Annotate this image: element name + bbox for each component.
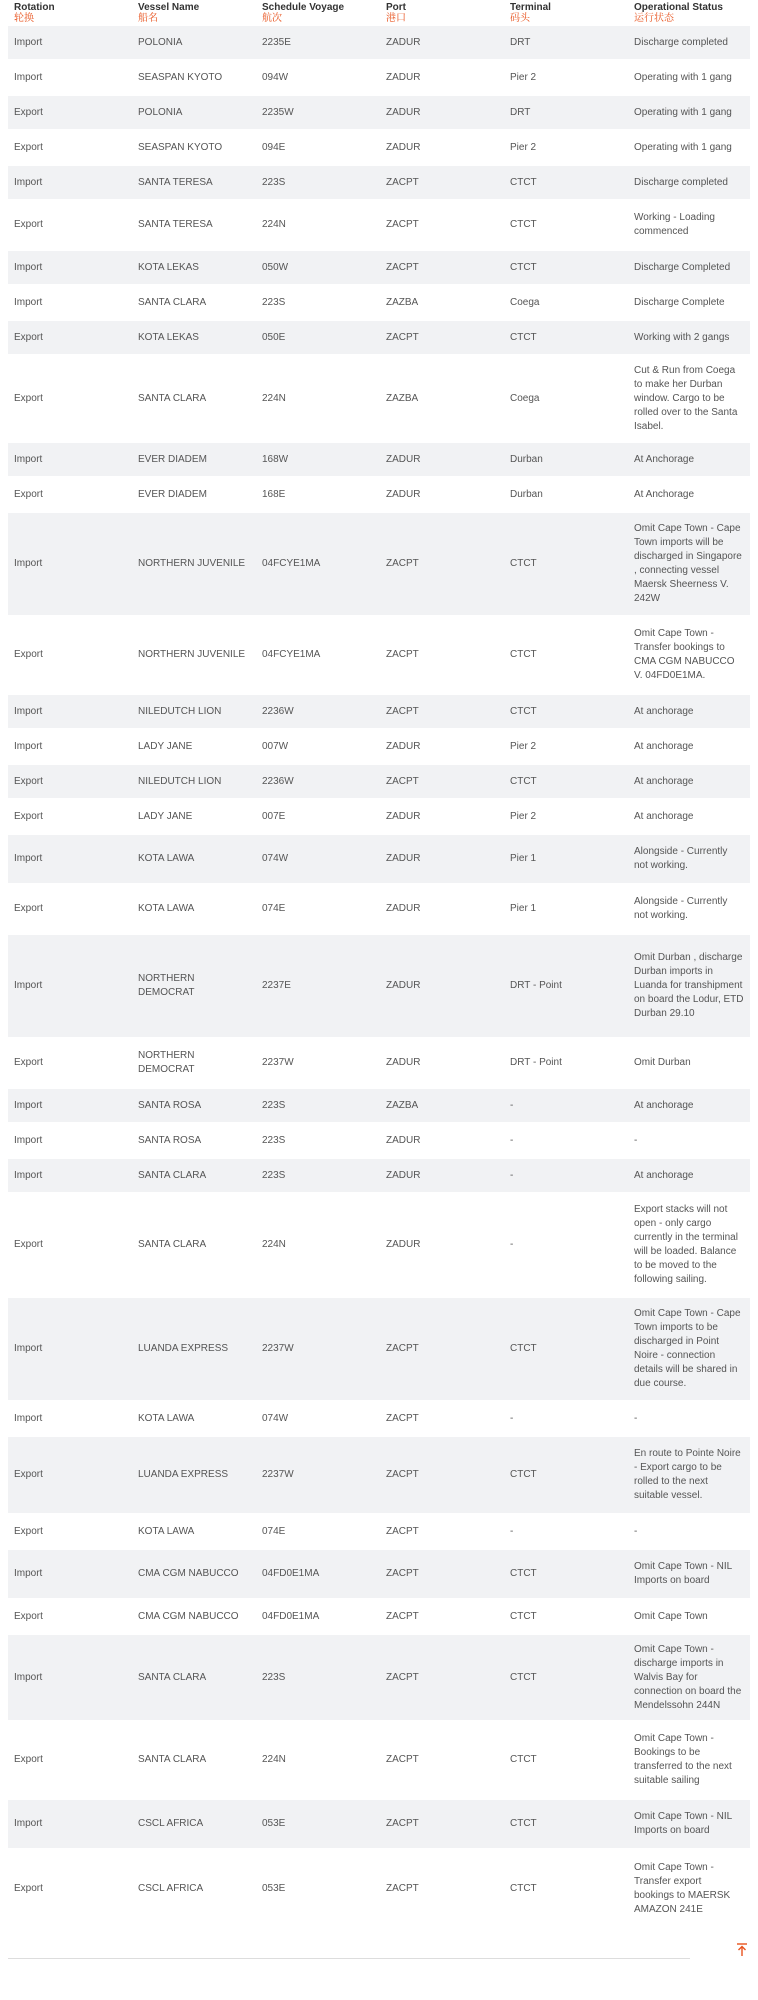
table-row	[8, 934, 750, 1038]
table-row	[8, 1123, 750, 1158]
cell-rotation: Export	[8, 1721, 132, 1799]
cell-rotation: Export	[8, 130, 132, 165]
cell-operational-status: Discharge Completed	[628, 250, 750, 285]
cell-schedule-voyage: 2236W	[256, 694, 380, 729]
cell-schedule-voyage: 224N	[256, 1721, 380, 1799]
cell-operational-status: En route to Pointe Noire - Export cargo to be rolled to the next suitable vessel.	[628, 1436, 750, 1514]
cell-vessel-name: CSCL AFRICA	[132, 1799, 256, 1849]
cell-port: ZAZBA	[380, 285, 504, 320]
cell-operational-status: Cut & Run from Coega to make her Durban window. Cargo to be rolled over to the Santa Isabel.	[628, 355, 750, 442]
table-row	[8, 130, 750, 165]
cell-operational-status: At anchorage	[628, 764, 750, 799]
arrow-up-icon	[736, 1943, 748, 1957]
cell-terminal: Pier 2	[504, 729, 628, 764]
footer-divider	[8, 1958, 690, 1959]
cell-port: ZACPT	[380, 694, 504, 729]
cell-port: ZACPT	[380, 1799, 504, 1849]
cell-schedule-voyage: 224N	[256, 355, 380, 442]
cell-terminal: -	[504, 1123, 628, 1158]
cell-port: ZAZBA	[380, 355, 504, 442]
cell-port: ZACPT	[380, 1849, 504, 1927]
cell-operational-status: -	[628, 1123, 750, 1158]
header-row	[8, 0, 750, 25]
cell-operational-status: Omit Cape Town - Transfer export bookings to MAERSK AMAZON 241E	[628, 1849, 750, 1927]
cell-rotation: Export	[8, 477, 132, 512]
cell-schedule-voyage: 04FD0E1MA	[256, 1599, 380, 1634]
cell-port: ZACPT	[380, 616, 504, 694]
cell-terminal: Coega	[504, 285, 628, 320]
cell-rotation: Import	[8, 729, 132, 764]
cell-port: ZACPT	[380, 1514, 504, 1549]
cell-rotation: Import	[8, 285, 132, 320]
cell-rotation: Import	[8, 1088, 132, 1123]
cell-vessel-name: KOTA LEKAS	[132, 320, 256, 355]
cell-vessel-name: SANTA TERESA	[132, 200, 256, 250]
cell-vessel-name: SANTA CLARA	[132, 355, 256, 442]
cell-port: ZADUR	[380, 729, 504, 764]
cell-operational-status: Omit Cape Town - Bookings to be transferred to the next suitable sailing	[628, 1721, 750, 1799]
cell-vessel-name: CSCL AFRICA	[132, 1849, 256, 1927]
cell-port: ZACPT	[380, 1297, 504, 1401]
cell-terminal: CTCT	[504, 1849, 628, 1927]
table-row	[8, 285, 750, 320]
cell-vessel-name: LUANDA EXPRESS	[132, 1297, 256, 1401]
cell-port: ZADUR	[380, 1123, 504, 1158]
cell-port: ZACPT	[380, 1599, 504, 1634]
table-row	[8, 616, 750, 694]
cell-vessel-name: KOTA LAWA	[132, 1514, 256, 1549]
cell-schedule-voyage: 2236W	[256, 764, 380, 799]
cell-operational-status: Working with 2 gangs	[628, 320, 750, 355]
cell-vessel-name: SANTA CLARA	[132, 1634, 256, 1721]
table-row	[8, 512, 750, 616]
cell-rotation: Export	[8, 1436, 132, 1514]
cell-rotation: Export	[8, 799, 132, 834]
cell-operational-status: -	[628, 1514, 750, 1549]
cell-terminal: -	[504, 1193, 628, 1297]
cell-terminal: Pier 2	[504, 60, 628, 95]
cell-operational-status: At anchorage	[628, 729, 750, 764]
table-row	[8, 1549, 750, 1599]
cell-operational-status: Working - Loading commenced	[628, 200, 750, 250]
cell-operational-status: Omit Cape Town	[628, 1599, 750, 1634]
table-row	[8, 834, 750, 884]
cell-terminal: -	[504, 1401, 628, 1436]
cell-vessel-name: POLONIA	[132, 25, 256, 60]
cell-vessel-name: KOTA LEKAS	[132, 250, 256, 285]
header-vessel-name: Vessel Name 船名	[132, 0, 256, 25]
cell-terminal: CTCT	[504, 1634, 628, 1721]
cell-vessel-name: SEASPAN KYOTO	[132, 130, 256, 165]
vessel-schedule-table-wrapper	[8, 0, 750, 1927]
table-row	[8, 1799, 750, 1849]
cell-terminal: CTCT	[504, 616, 628, 694]
cell-rotation: Import	[8, 25, 132, 60]
cell-rotation: Import	[8, 1123, 132, 1158]
cell-terminal: Durban	[504, 477, 628, 512]
cell-vessel-name: LADY JANE	[132, 799, 256, 834]
cell-operational-status: At anchorage	[628, 1088, 750, 1123]
cell-port: ZACPT	[380, 1634, 504, 1721]
cell-terminal: CTCT	[504, 1297, 628, 1401]
table-row	[8, 729, 750, 764]
cell-schedule-voyage: 223S	[256, 285, 380, 320]
cell-schedule-voyage: 074E	[256, 1514, 380, 1549]
table-row	[8, 442, 750, 477]
cell-rotation: Export	[8, 320, 132, 355]
header-port: Port 港口	[380, 0, 504, 25]
cell-operational-status: Export stacks will not open - only cargo currently in the terminal will be loaded. Balance to be moved to the following sailing.	[628, 1193, 750, 1297]
cell-port: ZADUR	[380, 442, 504, 477]
cell-schedule-voyage: 2237E	[256, 934, 380, 1038]
cell-terminal: Durban	[504, 442, 628, 477]
cell-rotation: Import	[8, 1799, 132, 1849]
cell-schedule-voyage: 050W	[256, 250, 380, 285]
cell-operational-status: At Anchorage	[628, 477, 750, 512]
cell-schedule-voyage: 2235W	[256, 95, 380, 130]
cell-schedule-voyage: 074W	[256, 1401, 380, 1436]
table-row	[8, 1088, 750, 1123]
cell-terminal: Coega	[504, 355, 628, 442]
cell-terminal: DRT - Point	[504, 934, 628, 1038]
cell-port: ZADUR	[380, 60, 504, 95]
cell-operational-status: Omit Cape Town - Cape Town imports will be discharged in Singapore , connecting vessel Maersk Sheerness V. 242W	[628, 512, 750, 616]
cell-port: ZADUR	[380, 1038, 504, 1088]
cell-rotation: Export	[8, 355, 132, 442]
cell-rotation: Export	[8, 884, 132, 934]
cell-operational-status: -	[628, 1401, 750, 1436]
cell-rotation: Import	[8, 934, 132, 1038]
cell-terminal: -	[504, 1514, 628, 1549]
table-row	[8, 1193, 750, 1297]
cell-operational-status: At anchorage	[628, 799, 750, 834]
table-row	[8, 320, 750, 355]
cell-schedule-voyage: 094E	[256, 130, 380, 165]
cell-terminal: CTCT	[504, 1436, 628, 1514]
cell-vessel-name: SANTA ROSA	[132, 1088, 256, 1123]
cell-schedule-voyage: 224N	[256, 1193, 380, 1297]
cell-port: ZACPT	[380, 512, 504, 616]
cell-terminal: DRT	[504, 95, 628, 130]
cell-operational-status: Omit Cape Town - Cape Town imports to be discharged in Point Noire - connection details will be shared in due course.	[628, 1297, 750, 1401]
cell-port: ZADUR	[380, 1193, 504, 1297]
cell-schedule-voyage: 04FCYE1MA	[256, 512, 380, 616]
cell-rotation: Import	[8, 1634, 132, 1721]
table-row	[8, 1297, 750, 1401]
cell-vessel-name: KOTA LAWA	[132, 1401, 256, 1436]
table-row	[8, 25, 750, 60]
cell-vessel-name: SANTA CLARA	[132, 1193, 256, 1297]
cell-vessel-name: SEASPAN KYOTO	[132, 60, 256, 95]
cell-rotation: Export	[8, 1599, 132, 1634]
cell-schedule-voyage: 223S	[256, 1088, 380, 1123]
header-schedule-voyage: Schedule Voyage 航次	[256, 0, 380, 25]
cell-port: ZACPT	[380, 1401, 504, 1436]
cell-terminal: CTCT	[504, 764, 628, 799]
header-terminal: Terminal 码头	[504, 0, 628, 25]
cell-port: ZADUR	[380, 834, 504, 884]
cell-vessel-name: NORTHERN JUVENILE	[132, 616, 256, 694]
cell-vessel-name: EVER DIADEM	[132, 477, 256, 512]
cell-vessel-name: SANTA TERESA	[132, 165, 256, 200]
table-row	[8, 764, 750, 799]
table-row	[8, 694, 750, 729]
cell-port: ZACPT	[380, 1721, 504, 1799]
cell-terminal: CTCT	[504, 250, 628, 285]
cell-schedule-voyage: 053E	[256, 1799, 380, 1849]
table-row	[8, 1849, 750, 1927]
cell-terminal: Pier 2	[504, 130, 628, 165]
cell-vessel-name: CMA CGM NABUCCO	[132, 1549, 256, 1599]
cell-schedule-voyage: 04FCYE1MA	[256, 616, 380, 694]
cell-rotation: Export	[8, 1193, 132, 1297]
cell-terminal: CTCT	[504, 512, 628, 616]
cell-port: ZADUR	[380, 799, 504, 834]
table-row	[8, 1514, 750, 1549]
cell-rotation: Import	[8, 512, 132, 616]
cell-terminal: Pier 2	[504, 799, 628, 834]
cell-schedule-voyage: 2237W	[256, 1297, 380, 1401]
table-body	[8, 25, 750, 1927]
cell-vessel-name: NILEDUTCH LION	[132, 764, 256, 799]
cell-terminal: CTCT	[504, 1599, 628, 1634]
cell-port: ZADUR	[380, 884, 504, 934]
cell-schedule-voyage: 168E	[256, 477, 380, 512]
cell-port: ZACPT	[380, 250, 504, 285]
cell-operational-status: Omit Cape Town - Transfer bookings to CMA CGM NABUCCO V. 04FD0E1MA.	[628, 616, 750, 694]
cell-operational-status: Operating with 1 gang	[628, 130, 750, 165]
cell-schedule-voyage: 2237W	[256, 1436, 380, 1514]
cell-operational-status: At anchorage	[628, 694, 750, 729]
cell-schedule-voyage: 168W	[256, 442, 380, 477]
cell-schedule-voyage: 007E	[256, 799, 380, 834]
cell-schedule-voyage: 2237W	[256, 1038, 380, 1088]
cell-vessel-name: LUANDA EXPRESS	[132, 1436, 256, 1514]
cell-operational-status: Discharge completed	[628, 165, 750, 200]
cell-operational-status: Omit Cape Town - NIL Imports on board	[628, 1799, 750, 1849]
cell-terminal: DRT	[504, 25, 628, 60]
cell-rotation: Export	[8, 1514, 132, 1549]
cell-vessel-name: SANTA CLARA	[132, 1721, 256, 1799]
table-row	[8, 1599, 750, 1634]
cell-vessel-name: NORTHERN JUVENILE	[132, 512, 256, 616]
cell-vessel-name: NILEDUTCH LION	[132, 694, 256, 729]
cell-vessel-name: POLONIA	[132, 95, 256, 130]
cell-vessel-name: CMA CGM NABUCCO	[132, 1599, 256, 1634]
cell-terminal: Pier 1	[504, 834, 628, 884]
cell-schedule-voyage: 094W	[256, 60, 380, 95]
cell-operational-status: Discharge Complete	[628, 285, 750, 320]
cell-port: ZADUR	[380, 25, 504, 60]
cell-port: ZACPT	[380, 1549, 504, 1599]
cell-schedule-voyage: 074E	[256, 884, 380, 934]
cell-port: ZACPT	[380, 764, 504, 799]
cell-operational-status: At anchorage	[628, 1158, 750, 1193]
cell-rotation: Export	[8, 95, 132, 130]
cell-terminal: CTCT	[504, 1799, 628, 1849]
cell-port: ZACPT	[380, 1436, 504, 1514]
cell-terminal: CTCT	[504, 1549, 628, 1599]
table-row	[8, 250, 750, 285]
cell-terminal: -	[504, 1158, 628, 1193]
cell-rotation: Import	[8, 60, 132, 95]
cell-operational-status: Omit Cape Town - discharge imports in Walvis Bay for connection on board the Mendelssohn 244N	[628, 1634, 750, 1721]
table-row	[8, 355, 750, 442]
cell-rotation: Export	[8, 1849, 132, 1927]
table-row	[8, 1721, 750, 1799]
cell-port: ZADUR	[380, 477, 504, 512]
cell-port: ZADUR	[380, 1158, 504, 1193]
table-row	[8, 95, 750, 130]
cell-rotation: Export	[8, 200, 132, 250]
cell-schedule-voyage: 053E	[256, 1849, 380, 1927]
cell-vessel-name: KOTA LAWA	[132, 884, 256, 934]
cell-vessel-name: SANTA ROSA	[132, 1123, 256, 1158]
cell-terminal: CTCT	[504, 1721, 628, 1799]
cell-operational-status: Alongside - Currently not working.	[628, 834, 750, 884]
cell-rotation: Import	[8, 834, 132, 884]
cell-vessel-name: NORTHERN DEMOCRAT	[132, 934, 256, 1038]
cell-rotation: Import	[8, 442, 132, 477]
cell-schedule-voyage: 04FD0E1MA	[256, 1549, 380, 1599]
cell-operational-status: Operating with 1 gang	[628, 60, 750, 95]
cell-schedule-voyage: 223S	[256, 1158, 380, 1193]
header-rotation: Rotation 轮换	[8, 0, 132, 25]
cell-rotation: Import	[8, 1158, 132, 1193]
cell-port: ZADUR	[380, 934, 504, 1038]
table-row	[8, 200, 750, 250]
cell-terminal: CTCT	[504, 200, 628, 250]
header-operational-status: Operational Status 运行状态	[628, 0, 750, 25]
cell-rotation: Import	[8, 694, 132, 729]
cell-schedule-voyage: 223S	[256, 1123, 380, 1158]
cell-port: ZACPT	[380, 200, 504, 250]
cell-rotation: Export	[8, 616, 132, 694]
table-row	[8, 477, 750, 512]
cell-schedule-voyage: 224N	[256, 200, 380, 250]
cell-rotation: Export	[8, 1038, 132, 1088]
cell-vessel-name: KOTA LAWA	[132, 834, 256, 884]
cell-vessel-name: EVER DIADEM	[132, 442, 256, 477]
cell-rotation: Export	[8, 764, 132, 799]
cell-port: ZACPT	[380, 320, 504, 355]
cell-rotation: Import	[8, 1549, 132, 1599]
cell-schedule-voyage: 007W	[256, 729, 380, 764]
cell-terminal: CTCT	[504, 320, 628, 355]
cell-port: ZACPT	[380, 165, 504, 200]
cell-schedule-voyage: 2235E	[256, 25, 380, 60]
cell-rotation: Import	[8, 1401, 132, 1436]
cell-rotation: Import	[8, 250, 132, 285]
cell-operational-status: Alongside - Currently not working.	[628, 884, 750, 934]
back-to-top-button[interactable]	[733, 1940, 751, 1960]
cell-port: ZAZBA	[380, 1088, 504, 1123]
table-row	[8, 1401, 750, 1436]
table-row	[8, 799, 750, 834]
table-row	[8, 1436, 750, 1514]
cell-port: ZADUR	[380, 95, 504, 130]
cell-vessel-name: SANTA CLARA	[132, 285, 256, 320]
cell-terminal: -	[504, 1088, 628, 1123]
table-row	[8, 1158, 750, 1193]
cell-operational-status: Omit Durban , discharge Durban imports in Luanda for transhipment on board the Lodur, ETD Durban 29.10	[628, 934, 750, 1038]
table-row	[8, 1634, 750, 1721]
cell-operational-status: Operating with 1 gang	[628, 95, 750, 130]
cell-schedule-voyage: 074W	[256, 834, 380, 884]
table-row	[8, 1038, 750, 1088]
cell-operational-status: Omit Durban	[628, 1038, 750, 1088]
cell-operational-status: At Anchorage	[628, 442, 750, 477]
cell-port: ZADUR	[380, 130, 504, 165]
cell-vessel-name: LADY JANE	[132, 729, 256, 764]
cell-vessel-name: SANTA CLARA	[132, 1158, 256, 1193]
cell-terminal: CTCT	[504, 165, 628, 200]
table-header	[8, 0, 750, 25]
cell-vessel-name: NORTHERN DEMOCRAT	[132, 1038, 256, 1088]
cell-terminal: DRT - Point	[504, 1038, 628, 1088]
cell-schedule-voyage: 223S	[256, 1634, 380, 1721]
cell-terminal: Pier 1	[504, 884, 628, 934]
cell-schedule-voyage: 223S	[256, 165, 380, 200]
cell-rotation: Import	[8, 1297, 132, 1401]
table-row	[8, 60, 750, 95]
cell-schedule-voyage: 050E	[256, 320, 380, 355]
cell-terminal: CTCT	[504, 694, 628, 729]
table-row	[8, 165, 750, 200]
table-row	[8, 884, 750, 934]
cell-rotation: Import	[8, 165, 132, 200]
vessel-schedule-table	[8, 0, 750, 1927]
cell-operational-status: Discharge completed	[628, 25, 750, 60]
cell-operational-status: Omit Cape Town - NIL Imports on board	[628, 1549, 750, 1599]
